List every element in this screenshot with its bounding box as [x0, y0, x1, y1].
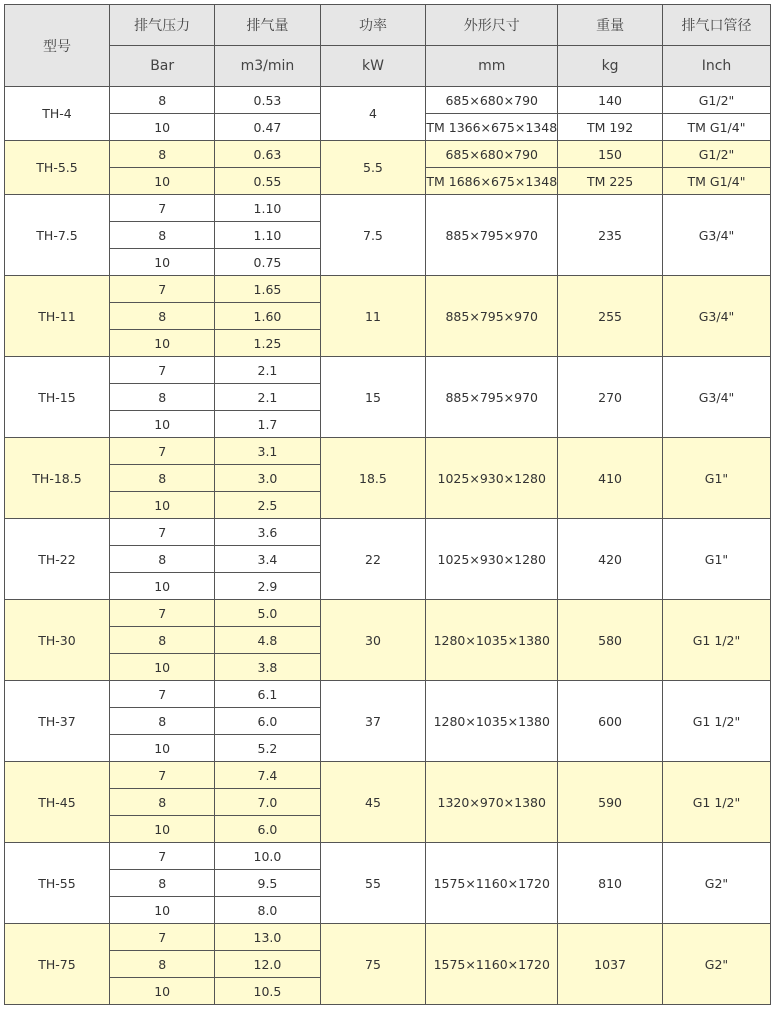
- table-row: [5, 438, 771, 465]
- dimensions-cell: 685×680×790: [426, 87, 558, 114]
- flow-cell: 2.1: [215, 357, 320, 384]
- flow-cell: 0.47: [215, 114, 320, 141]
- model-cell: TH-75: [5, 924, 110, 1005]
- outlet-cell: G3/4": [663, 357, 771, 438]
- flow-cell: 5.0: [215, 600, 320, 627]
- pressure-cell: 10: [110, 816, 215, 843]
- flow-cell: 1.25: [215, 330, 320, 357]
- pressure-cell: 10: [110, 492, 215, 519]
- header-pressure: 排气压力: [110, 5, 215, 46]
- header-flow: 排气量: [215, 5, 320, 46]
- pressure-cell: 8: [110, 87, 215, 114]
- table-header: [5, 5, 771, 87]
- power-cell: 11: [320, 276, 426, 357]
- weight-cell: 590: [558, 762, 663, 843]
- outlet-cell: G2": [663, 924, 771, 1005]
- table-row: [5, 924, 771, 951]
- flow-cell: 4.8: [215, 627, 320, 654]
- flow-cell: 6.0: [215, 816, 320, 843]
- pressure-cell: 10: [110, 735, 215, 762]
- power-cell: 55: [320, 843, 426, 924]
- power-cell: 45: [320, 762, 426, 843]
- flow-cell: 6.1: [215, 681, 320, 708]
- pressure-cell: 8: [110, 303, 215, 330]
- header-weight: 重量: [558, 5, 663, 46]
- flow-cell: 10.0: [215, 843, 320, 870]
- dimensions-cell: 1575×1160×1720: [426, 843, 558, 924]
- flow-cell: 0.53: [215, 87, 320, 114]
- weight-cell: TM 192: [558, 114, 663, 141]
- flow-cell: 3.8: [215, 654, 320, 681]
- table-row: [5, 681, 771, 708]
- table-row: [5, 843, 771, 870]
- flow-cell: 0.75: [215, 249, 320, 276]
- weight-cell: 420: [558, 519, 663, 600]
- model-cell: TH-7.5: [5, 195, 110, 276]
- pressure-cell: 7: [110, 195, 215, 222]
- flow-cell: 2.9: [215, 573, 320, 600]
- flow-cell: 3.1: [215, 438, 320, 465]
- weight-cell: 235: [558, 195, 663, 276]
- weight-cell: TM 225: [558, 168, 663, 195]
- power-cell: 7.5: [320, 195, 426, 276]
- header-model: 型号: [5, 5, 110, 87]
- pressure-cell: 8: [110, 141, 215, 168]
- table-row: [5, 357, 771, 384]
- pressure-cell: 7: [110, 762, 215, 789]
- model-cell: TH-37: [5, 681, 110, 762]
- power-cell: 37: [320, 681, 426, 762]
- unit-outlet: Inch: [663, 46, 771, 87]
- pressure-cell: 8: [110, 465, 215, 492]
- flow-cell: 1.10: [215, 222, 320, 249]
- dimensions-cell: 885×795×970: [426, 276, 558, 357]
- weight-cell: 1037: [558, 924, 663, 1005]
- table-row: [5, 519, 771, 546]
- pressure-cell: 7: [110, 357, 215, 384]
- outlet-cell: G1": [663, 519, 771, 600]
- pressure-cell: 8: [110, 546, 215, 573]
- flow-cell: 9.5: [215, 870, 320, 897]
- pressure-cell: 7: [110, 681, 215, 708]
- dimensions-cell: 1280×1035×1380: [426, 600, 558, 681]
- pressure-cell: 10: [110, 168, 215, 195]
- pressure-cell: 8: [110, 789, 215, 816]
- table-row: [5, 762, 771, 789]
- flow-cell: 1.7: [215, 411, 320, 438]
- dimensions-cell: 1280×1035×1380: [426, 681, 558, 762]
- pressure-cell: 10: [110, 411, 215, 438]
- table-row: [5, 600, 771, 627]
- dimensions-cell: TM 1366×675×1348: [426, 114, 558, 141]
- outlet-cell: G1/2": [663, 87, 771, 114]
- outlet-cell: TM G1/4": [663, 114, 771, 141]
- table-row: [5, 87, 771, 114]
- unit-weight: kg: [558, 46, 663, 87]
- dimensions-cell: 1025×930×1280: [426, 438, 558, 519]
- pressure-cell: 7: [110, 519, 215, 546]
- flow-cell: 7.0: [215, 789, 320, 816]
- outlet-cell: G3/4": [663, 276, 771, 357]
- pressure-cell: 8: [110, 222, 215, 249]
- dimensions-cell: 1025×930×1280: [426, 519, 558, 600]
- pressure-cell: 10: [110, 654, 215, 681]
- unit-pressure: Bar: [110, 46, 215, 87]
- flow-cell: 12.0: [215, 951, 320, 978]
- pressure-cell: 10: [110, 978, 215, 1005]
- weight-cell: 140: [558, 87, 663, 114]
- power-cell: 5.5: [320, 141, 426, 195]
- pressure-cell: 7: [110, 600, 215, 627]
- pressure-cell: 8: [110, 384, 215, 411]
- model-cell: TH-55: [5, 843, 110, 924]
- power-cell: 15: [320, 357, 426, 438]
- weight-cell: 255: [558, 276, 663, 357]
- flow-cell: 0.55: [215, 168, 320, 195]
- header-dimensions: 外形尺寸: [426, 5, 558, 46]
- flow-cell: 6.0: [215, 708, 320, 735]
- model-cell: TH-45: [5, 762, 110, 843]
- table-body: [5, 87, 771, 1005]
- pressure-cell: 8: [110, 951, 215, 978]
- dimensions-cell: TM 1686×675×1348: [426, 168, 558, 195]
- pressure-cell: 8: [110, 870, 215, 897]
- pressure-cell: 7: [110, 924, 215, 951]
- dimensions-cell: 685×680×790: [426, 141, 558, 168]
- flow-cell: 2.1: [215, 384, 320, 411]
- flow-cell: 0.63: [215, 141, 320, 168]
- flow-cell: 3.0: [215, 465, 320, 492]
- pressure-cell: 10: [110, 897, 215, 924]
- dimensions-cell: 1320×970×1380: [426, 762, 558, 843]
- pressure-cell: 7: [110, 843, 215, 870]
- outlet-cell: G1 1/2": [663, 600, 771, 681]
- power-cell: 4: [320, 87, 426, 141]
- pressure-cell: 10: [110, 114, 215, 141]
- pressure-cell: 10: [110, 573, 215, 600]
- outlet-cell: G1/2": [663, 141, 771, 168]
- power-cell: 30: [320, 600, 426, 681]
- model-cell: TH-22: [5, 519, 110, 600]
- weight-cell: 270: [558, 357, 663, 438]
- model-cell: TH-15: [5, 357, 110, 438]
- dimensions-cell: 885×795×970: [426, 195, 558, 276]
- model-cell: TH-4: [5, 87, 110, 141]
- model-cell: TH-30: [5, 600, 110, 681]
- model-cell: TH-18.5: [5, 438, 110, 519]
- header-power: 功率: [320, 5, 426, 46]
- flow-cell: 7.4: [215, 762, 320, 789]
- power-cell: 18.5: [320, 438, 426, 519]
- outlet-cell: G1 1/2": [663, 681, 771, 762]
- power-cell: 75: [320, 924, 426, 1005]
- pressure-cell: 10: [110, 330, 215, 357]
- pressure-cell: 8: [110, 627, 215, 654]
- pressure-cell: 7: [110, 438, 215, 465]
- weight-cell: 150: [558, 141, 663, 168]
- outlet-cell: G1": [663, 438, 771, 519]
- flow-cell: 1.60: [215, 303, 320, 330]
- flow-cell: 10.5: [215, 978, 320, 1005]
- pressure-cell: 8: [110, 708, 215, 735]
- weight-cell: 580: [558, 600, 663, 681]
- outlet-cell: G2": [663, 843, 771, 924]
- weight-cell: 810: [558, 843, 663, 924]
- weight-cell: 600: [558, 681, 663, 762]
- spec-table: [4, 4, 771, 1005]
- pressure-cell: 10: [110, 249, 215, 276]
- model-cell: TH-5.5: [5, 141, 110, 195]
- table-row: [5, 195, 771, 222]
- outlet-cell: G1 1/2": [663, 762, 771, 843]
- outlet-cell: G3/4": [663, 195, 771, 276]
- outlet-cell: TM G1/4": [663, 168, 771, 195]
- header-outlet: 排气口管径: [663, 5, 771, 46]
- table-row: [5, 141, 771, 168]
- unit-dimensions: mm: [426, 46, 558, 87]
- flow-cell: 3.4: [215, 546, 320, 573]
- model-cell: TH-11: [5, 276, 110, 357]
- flow-cell: 1.10: [215, 195, 320, 222]
- flow-cell: 2.5: [215, 492, 320, 519]
- flow-cell: 5.2: [215, 735, 320, 762]
- dimensions-cell: 1575×1160×1720: [426, 924, 558, 1005]
- pressure-cell: 7: [110, 276, 215, 303]
- weight-cell: 410: [558, 438, 663, 519]
- flow-cell: 8.0: [215, 897, 320, 924]
- table-row: [5, 276, 771, 303]
- flow-cell: 1.65: [215, 276, 320, 303]
- flow-cell: 13.0: [215, 924, 320, 951]
- unit-power: kW: [320, 46, 426, 87]
- unit-flow: m3/min: [215, 46, 320, 87]
- dimensions-cell: 885×795×970: [426, 357, 558, 438]
- flow-cell: 3.6: [215, 519, 320, 546]
- power-cell: 22: [320, 519, 426, 600]
